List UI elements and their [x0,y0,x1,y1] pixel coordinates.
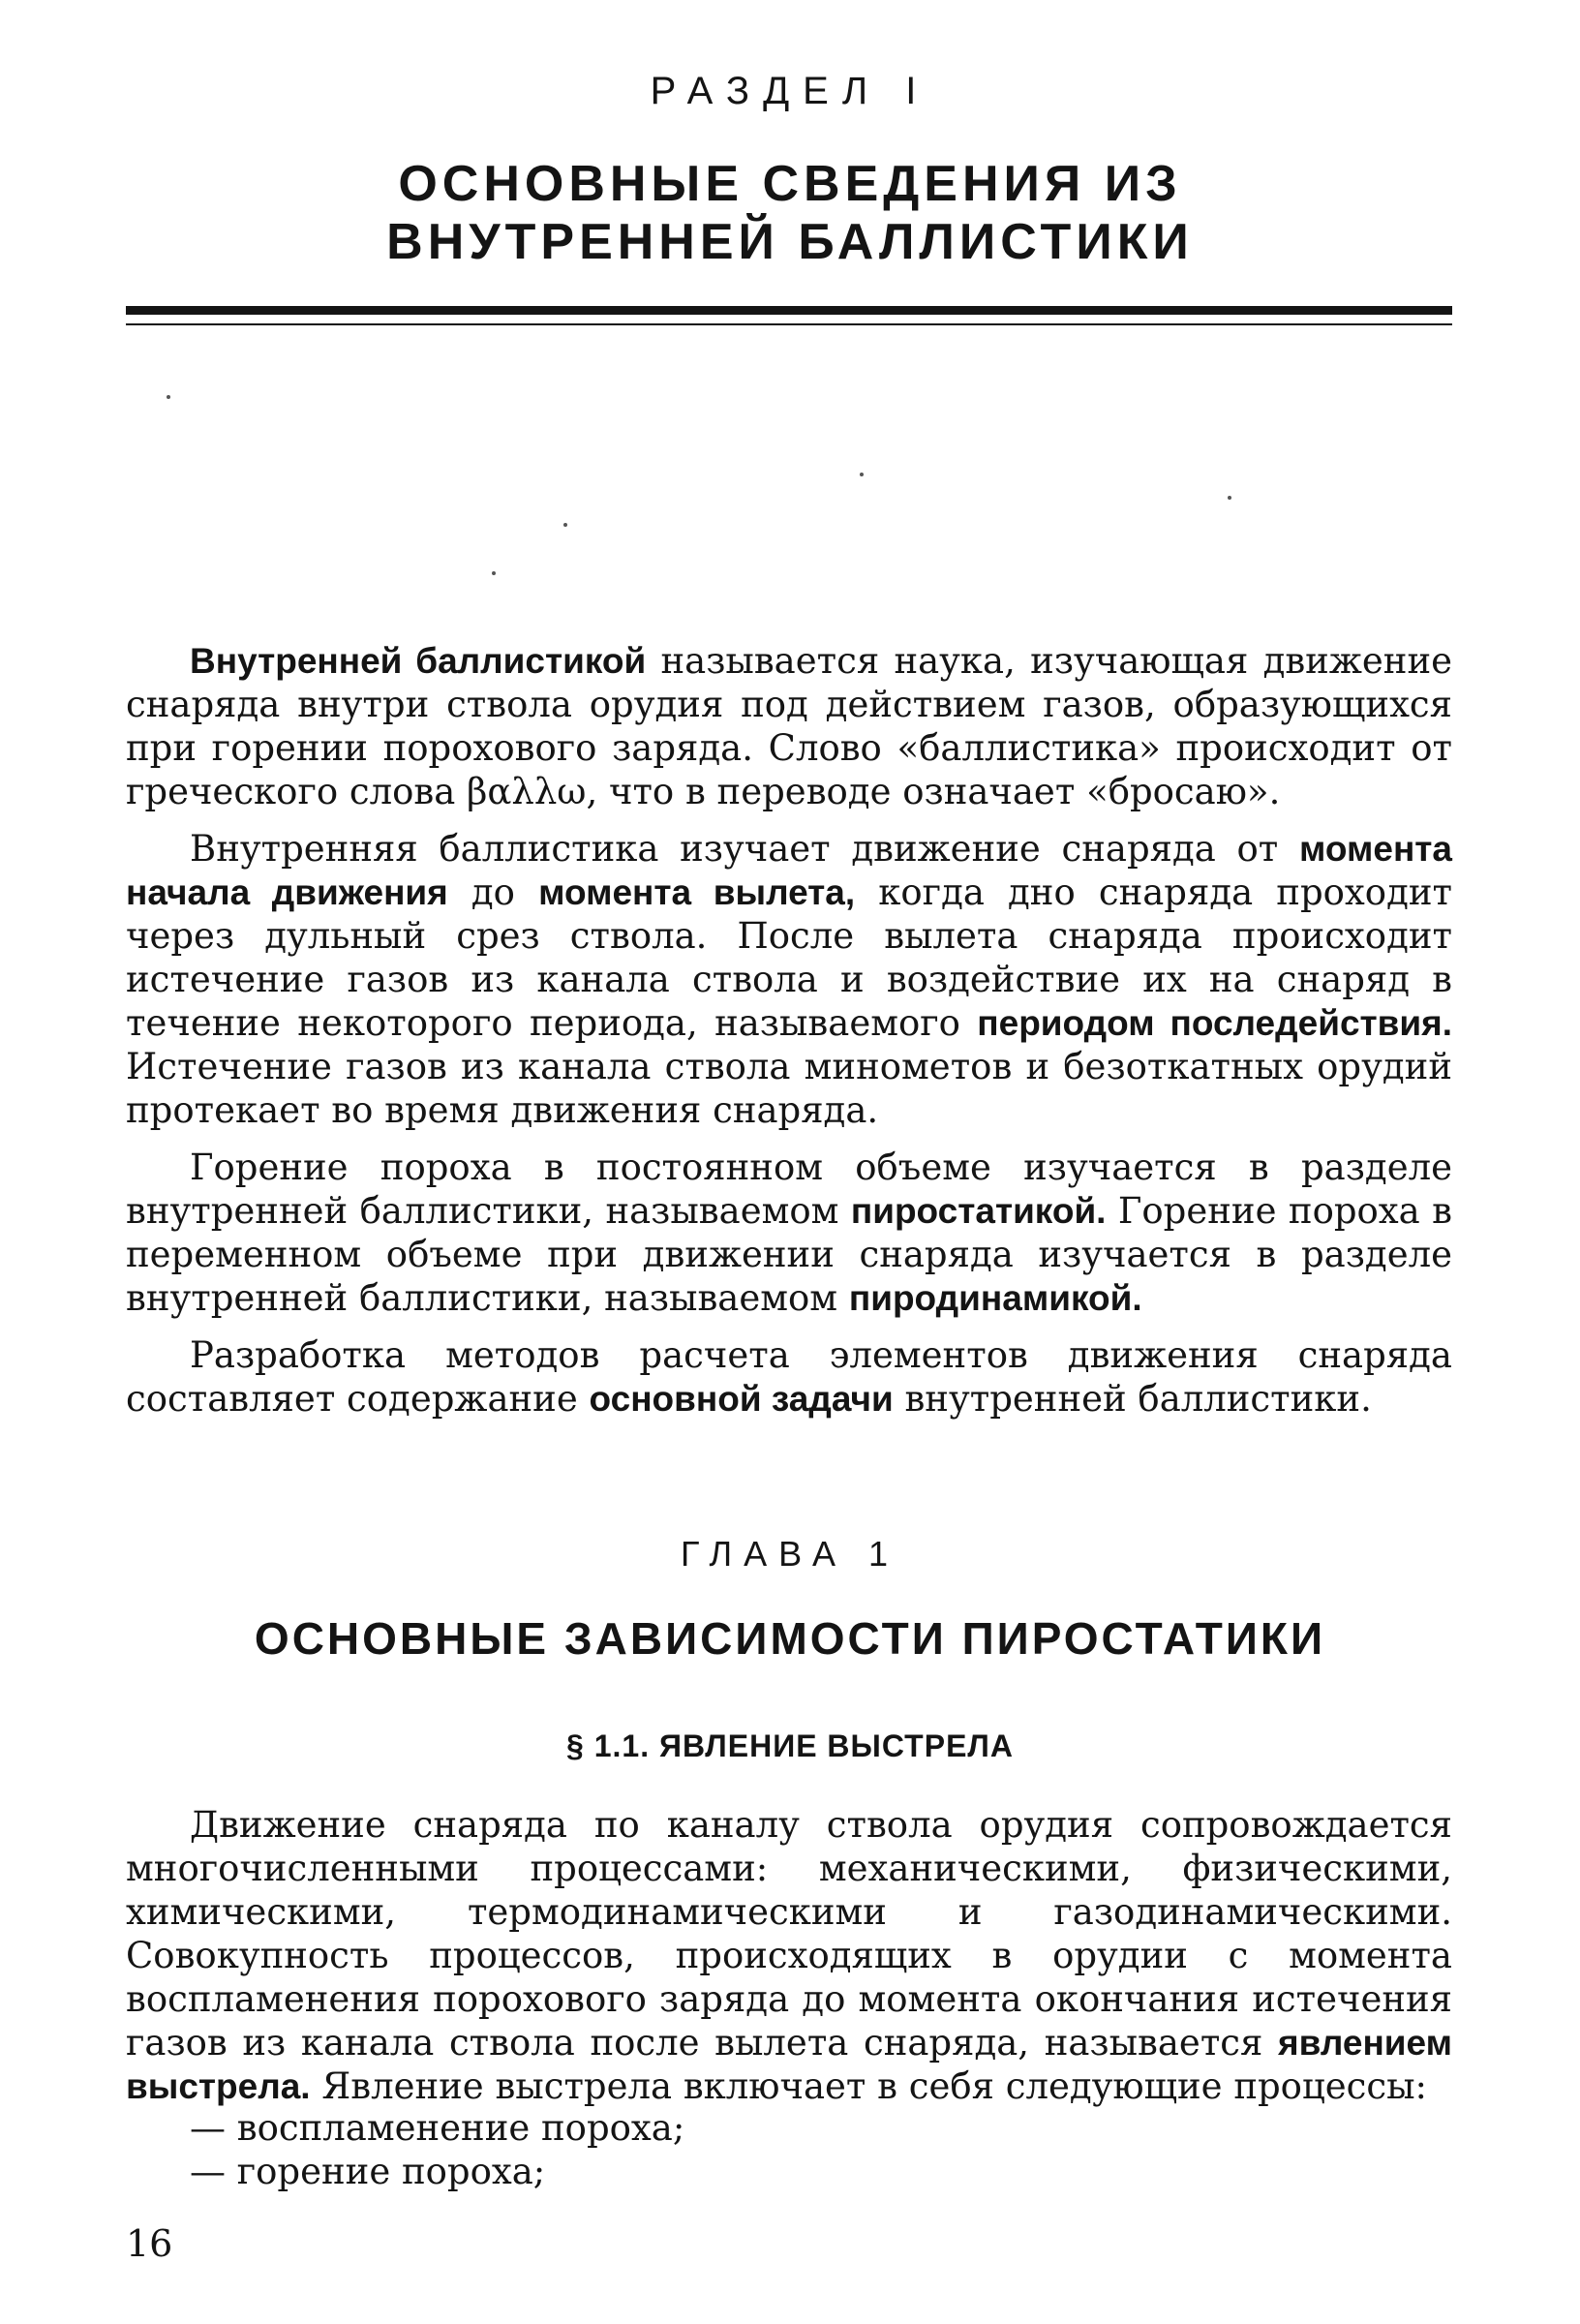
body-paragraph-1: Движение снаряда по каналу ствола орудия сопровождается многочисленными процессами: механическими, физическими, химическими, термодинамическими и газодинамическими. Совокупность процессов, происходящих в орудии с момента воспламенения порохового заряда до момента окончания истечения газов из канала ствола после вылета снаряда, называется явлением выстрела. Явление выстрела включает в себя следующие процессы: [126,1804,1452,2107]
section-title-line1: ОСНОВНЫЕ СВЕДЕНИЯ ИЗ [398,156,1182,212]
term-internal-ballistics: Внутренней баллистикой [190,641,647,681]
process-list [190,2106,1448,2193]
section-label: РАЗДЕЛ I [650,70,930,112]
title-rule-thick [126,306,1452,315]
intro-text [126,639,1452,1434]
speck [563,523,567,527]
speck [167,395,170,399]
intro-paragraph-3: Горение пороха в постоянном объеме изучается в разделе внутренней баллистики, называемом пиростатикой. Горение пороха в переменном объеме при движении снаряда изучается в разделе внутренней баллистики, называемом пиродинамикой. [126,1147,1452,1319]
speck [492,571,496,575]
paragraph-body [126,1803,1452,2122]
list-item: — воспламенение пороха; [190,2107,685,2149]
speck [1228,496,1231,500]
section-title-line2: ВНУТРЕННЕЙ БАЛЛИСТИКИ [386,214,1194,270]
section-title [0,155,1580,271]
term-shot-phenomenon: явлением выстрела. [126,2023,1452,2106]
intro-paragraph-4: Разработка методов расчета элементов движения снаряда составляет содержание основной задачи внутренней баллистики. [126,1334,1452,1420]
title-rule-thin [126,323,1452,325]
chapter-label: ГЛАВА 1 [681,1534,899,1574]
intro-paragraph-1: Внутренней баллистикой называется наука, изучающая движение снаряда внутри ствола орудия под действием газов, образующихся при горении порохового заряда. Слово «баллистика» происходит от греческого слова βαλλω, что в переводе означает «бросаю». [126,640,1452,812]
chapter-title: ОСНОВНЫЕ ЗАВИСИМОСТИ ПИРОСТАТИКИ [254,1613,1326,1664]
paragraph-title: § 1.1. ЯВЛЕНИЕ ВЫСТРЕЛА [566,1728,1014,1763]
page-number: 16 [126,2222,173,2265]
speck [860,473,864,476]
list-item: — горение пороха; [190,2151,546,2192]
intro-paragraph-2: Внутренняя баллистика изучает движение снаряда от момента начала движения до момента вылета, когда дно снаряда проходит через дульный срез ствола. После вылета снаряда происходит истечение газов из канала ствола и воздействие их на снаряд в течение некоторого периода, называемого периодом последействия. Истечение газов из канала ствола минометов и безоткатных орудий протекает во время движения снаряда. [126,828,1452,1131]
